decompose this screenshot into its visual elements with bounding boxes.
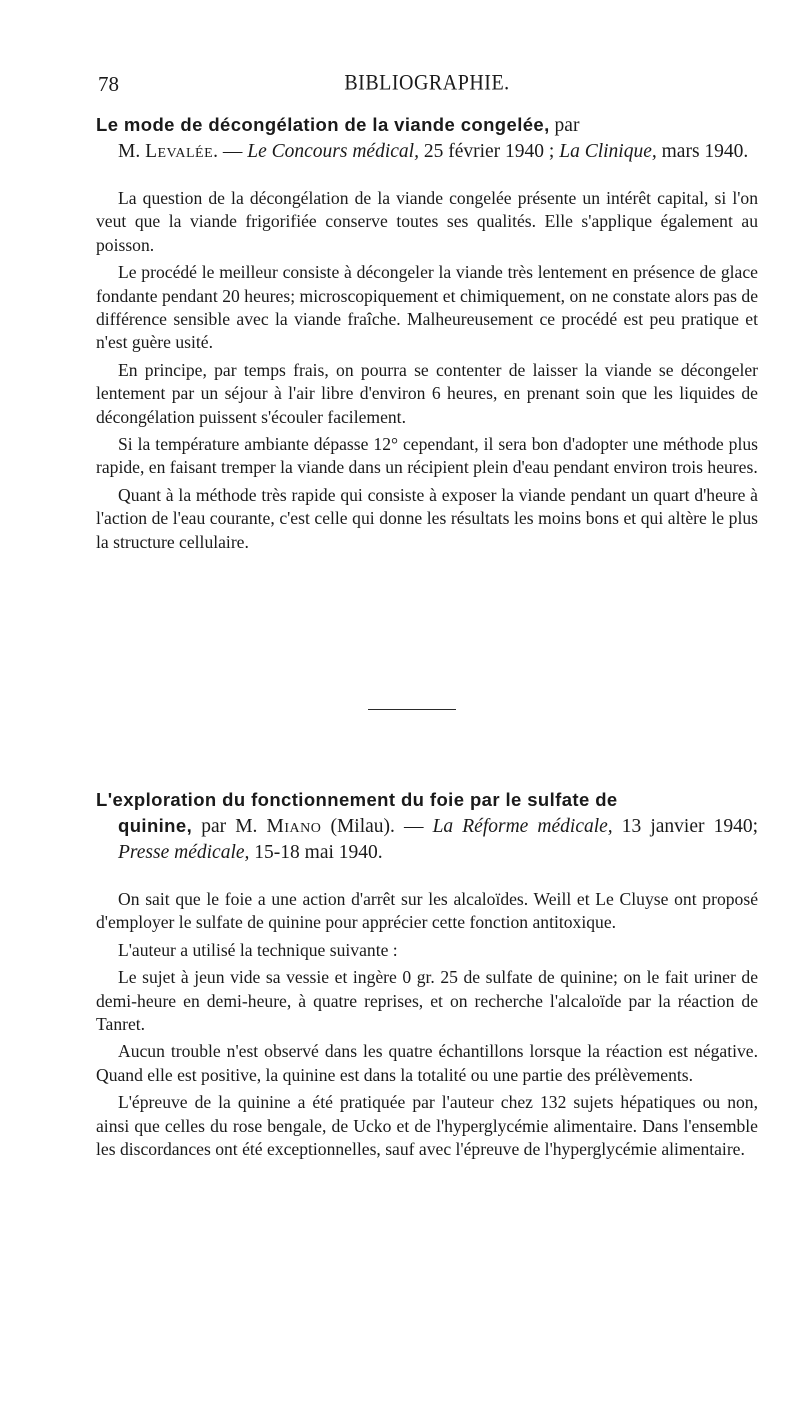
article-body	[96, 888, 758, 1161]
article-title-lead: L'exploration du fonctionnement du foie par le sulfate de	[96, 789, 618, 810]
source-journal-1: La Réforme médicale,	[432, 816, 613, 837]
paragraph: La question de la décongélation de la viande congelée présente un intérêt capital, si l'on veut que la viande frigorifiée conserve toutes ses qualités. Elle s'applique également au poisson.	[96, 188, 758, 255]
author-name: Miano	[266, 816, 322, 837]
author-name: Levalée	[145, 141, 214, 162]
paragraph: Quant à la méthode très rapide qui consiste à exposer la viande pendant un quart d'heure à l'action de l'eau courante, c'est celle qui donne les résultats les moins bons et qui altère le plus la structure cellulaire.	[96, 484, 758, 552]
paragraph: Si la température ambiante dépasse 12° cependant, il sera bon d'adopter une méthode plus rapide, en faisant tremper la viande dans un récipient plein d'eau pendant environ trois heures.	[96, 434, 758, 478]
article-decongelation	[96, 112, 758, 554]
article-title	[96, 787, 758, 866]
paragraph: Aucun trouble n'est observé dans les quatre échantillons lorsque la réaction est négative. Quand elle est positive, la quinine est dans la totalité ou une partie des prélèvements.	[96, 1041, 758, 1085]
source-journal-1: Le Concours médical,	[247, 141, 419, 162]
source-date-2: 15-18 mai 1940.	[249, 842, 383, 863]
section-divider	[368, 709, 456, 710]
page-header	[96, 72, 758, 102]
paragraph: L'épreuve de la quinine a été pratiquée par l'auteur chez 132 sujets hépatiques ou non, ainsi que celles du rose bengale, de Ucko et de l'hyperglycémie alimentaire. Dans l'ensemble les discordances ont été exceptionnelles, sauf avec l'épreuve de l'hyperglycémie alimentaire.	[96, 1092, 758, 1160]
page-number: 78	[98, 72, 119, 96]
source-journal-2: Presse médicale,	[118, 842, 250, 863]
article-citation	[96, 813, 758, 866]
article-title-by: par	[549, 115, 580, 136]
article-title-lead: Le mode de décongélation de la viande congelée,	[96, 114, 550, 135]
paragraph: L'auteur a utilisé la technique suivante :	[118, 939, 398, 960]
article-body	[96, 187, 758, 554]
running-title: BIBLIOGRAPHIE.	[344, 70, 510, 96]
source-date-2: mars 1940.	[656, 141, 749, 162]
article-title	[96, 112, 758, 165]
paragraph: On sait que le foie a une action d'arrêt sur les alcaloïdes. Weill et Le Cluyse ont proposé d'employer le sulfate de quinine pour apprécier cette fonction antitoxique.	[96, 889, 758, 933]
paragraph: Le procédé le meilleur consiste à décongeler la viande très lentement en présence de glace fondante pendant 20 heures; microscopiquement et chimiquement, on ne constate alors pas de différence sensible avec la viande fraîche. Malheureusement ce procédé est peu pratique et n'est guère usité.	[96, 262, 758, 353]
paragraph: En principe, par temps frais, on pourra se contenter de laisser la viande se décongeler lentement par un séjour à l'air libre d'environ 6 heures, en prenant soin que les liquides de décongélation puissent s'écouler facilement.	[96, 359, 758, 427]
source-date-1: 13 janvier 1940;	[612, 816, 758, 837]
article-title-lead-2: quinine,	[118, 815, 193, 836]
source-journal-2: La Clinique,	[559, 141, 657, 162]
article-title-by: par M.	[192, 816, 267, 837]
paragraph: Le sujet à jeun vide sa vessie et ingère 0 gr. 25 de sulfate de quinine; on le fait uriner de demi-heure en demi-heure, à quatre reprises, et on recherche l'alcaloïde par la réaction de Tanret.	[96, 967, 758, 1035]
author-prefix: M.	[118, 141, 146, 162]
article-citation	[96, 139, 758, 165]
source-date-1: 25 février 1940 ;	[418, 141, 560, 162]
citation-separator: . —	[213, 141, 248, 162]
article-exploration-foie	[96, 787, 758, 1161]
author-city: (Milau). —	[321, 816, 433, 837]
